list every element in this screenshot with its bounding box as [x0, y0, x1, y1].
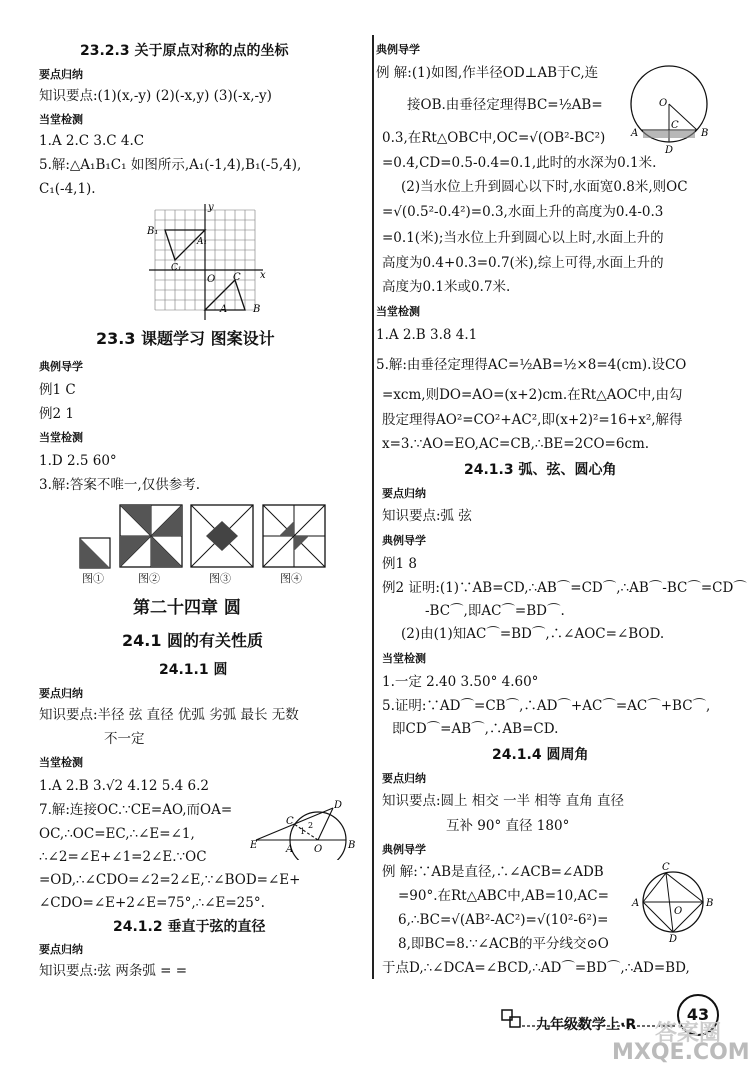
- watermark-logo: 答案圈: [655, 1021, 722, 1046]
- answer-line: 1.一定 2.40 3.50° 4.60°: [382, 674, 539, 690]
- origin-label: O: [207, 274, 216, 285]
- example-answer: 例1 8: [382, 556, 417, 572]
- solution-line: 7.解:连接OC.∵CE=AO,而OA=: [39, 802, 233, 818]
- figure-label: 图④: [280, 572, 302, 585]
- point-label-b: B: [253, 304, 261, 315]
- chapter-title: 第二十四章 圆: [133, 598, 241, 618]
- point-label-b: B: [706, 898, 714, 909]
- knowledge-line: 知识要点:(1)(x,-y) (2)(-x,y) (3)(-x,-y): [39, 88, 272, 104]
- solution-line: =OD,∴∠CDO=∠2=2∠E,∵∠BOD=∠E+: [39, 872, 301, 888]
- book-title: 九年级数学上·R: [536, 1017, 637, 1033]
- point-label-o: O: [674, 906, 683, 917]
- point-label-a: A: [632, 898, 640, 909]
- pattern-figure-3: [191, 505, 253, 567]
- knowledge-line: 互补 90° 直径 180°: [446, 818, 570, 834]
- section-title-24-1-2: 24.1.2 垂直于弦的直径: [113, 919, 266, 935]
- solution-line: 股定理得AO²=CO²+AC²,即(x+2)²=16+x²,解得: [382, 412, 683, 428]
- solution-line: 5.解:由垂径定理得AC=½AB=½×8=4(cm).设CO: [376, 357, 687, 373]
- answer-line: 1.A 2.B 3.8 4.1: [376, 327, 478, 343]
- solution-line: 于点D,∴∠DCA=∠BCD,∴AD⌒=BD⌒,∴AD=BD,: [382, 960, 690, 976]
- example-guide-label: 典例导学: [376, 43, 420, 56]
- answer-line: 1.D 2.5 60°: [39, 453, 117, 469]
- knowledge-line: 知识要点:半径 弦 直径 优弧 劣弧 最长 无数: [39, 707, 299, 723]
- solution-line: (2)当水位上升到圆心以下时,水面宽0.8米,则OC: [401, 179, 688, 195]
- pattern-figure-1: [80, 538, 110, 568]
- point-label-d: D: [665, 145, 674, 156]
- solution-line: 0.3,在Rt△OBC中,OC=√(OB²-BC²): [382, 130, 606, 146]
- watermark-url: MXQE.COM: [612, 1040, 750, 1065]
- knowledge-line: 知识要点:弧 弦: [382, 508, 472, 524]
- circle-figure-inscribed: [628, 858, 718, 942]
- example-answer: 例1 C: [39, 382, 76, 398]
- point-label-a: A: [286, 844, 294, 855]
- in-class-check-label: 当堂检测: [376, 305, 420, 318]
- answer-line: 1.A 2.B 3.√2 4.12 5.4 6.2: [39, 778, 209, 794]
- point-label-a: A: [631, 128, 639, 139]
- page-number: 43: [677, 994, 719, 1036]
- figure-label: 图②: [138, 572, 160, 585]
- in-class-check-label: 当堂检测: [382, 652, 426, 665]
- point-label-a1: A₁: [197, 237, 208, 247]
- point-label-c: C: [286, 816, 294, 827]
- solution-line: ∴∠2=∠E+∠1=2∠E.∵OC: [39, 849, 207, 865]
- solution-line: 6,∴BC=√(AB²-AC²)=√(10²-6²)=: [398, 912, 609, 928]
- solution-line: =90°.在Rt△ABC中,AB=10,AC=: [398, 888, 609, 904]
- point-label-b: B: [701, 128, 709, 139]
- section-title-24-1: 24.1 圆的有关性质: [122, 631, 264, 650]
- proof-line: 5.证明:∵AD⌒=CB⌒,∴AD⌒+AC⌒=AC⌒+BC⌒,: [382, 698, 711, 714]
- solution-line: 3.解:答案不唯一,仅供参考.: [39, 477, 201, 493]
- proof-line: 例2 证明:(1)∵AB=CD,∴AB⌒=CD⌒,∴AB⌒-BC⌒=CD⌒: [382, 580, 747, 596]
- answer-line: 1.A 2.C 3.C 4.C: [39, 133, 145, 149]
- point-label-o: O: [659, 98, 668, 109]
- proof-line: (2)由(1)知AC⌒=BD⌒,∴∠AOC=∠BOD.: [401, 626, 665, 642]
- axis-label-x: x: [260, 270, 266, 281]
- figure-label: 图①: [82, 572, 104, 585]
- solution-line: =0.1(米);当水位上升到圆心以上时,水面上升的: [382, 230, 664, 246]
- key-points-label: 要点归纳: [382, 487, 426, 500]
- solution-line: x=3.∵AO=EO,AC=CB,∴BE=2CO=6cm.: [382, 436, 650, 452]
- in-class-check-label: 当堂检测: [39, 756, 83, 769]
- point-label-d: D: [334, 800, 343, 811]
- example-answer: 例2 1: [39, 406, 74, 422]
- point-label-d: D: [669, 934, 678, 942]
- coordinate-grid-figure: [145, 200, 275, 322]
- figure-label: 图③: [209, 572, 231, 585]
- in-class-check-label: 当堂检测: [39, 113, 83, 126]
- circle-figure-problem7: [250, 800, 368, 860]
- key-points-label: 要点归纳: [39, 943, 83, 956]
- solution-line: OC,∴OC=EC,∴∠E=∠1,: [39, 826, 195, 842]
- point-label-c: C: [233, 272, 241, 283]
- point-label-a: A: [220, 304, 228, 315]
- solution-line: 例 解:(1)如图,作半径OD⊥AB于C,连: [376, 65, 599, 81]
- section-title-24-1-3: 24.1.3 弧、弦、圆心角: [464, 462, 617, 478]
- example-guide-label: 典例导学: [39, 360, 83, 373]
- solution-line: =0.4,CD=0.5-0.4=0.1,此时的水深为0.1米.: [382, 155, 657, 171]
- point-label-b1: B₁: [147, 226, 159, 237]
- knowledge-line: 知识要点:弦 两条弧 = =: [39, 963, 188, 979]
- knowledge-line: 知识要点:圆上 相交 一半 相等 直角 直径: [382, 793, 625, 809]
- point-label-o: O: [314, 844, 323, 855]
- proof-line: 即CD⌒=AB⌒,∴AB=CD.: [392, 721, 559, 737]
- point-label-c1: C₁: [171, 263, 182, 273]
- in-class-check-label: 当堂检测: [39, 431, 83, 444]
- circle-figure-water: [621, 60, 717, 156]
- solution-line: =√(0.5²-0.4²)=0.3,水面上升的高度为0.4-0.3: [382, 204, 664, 220]
- knowledge-line: 不一定: [104, 731, 145, 747]
- key-points-label: 要点归纳: [39, 687, 83, 700]
- section-title-23-3: 23.3 课题学习 图案设计: [96, 329, 275, 348]
- section-title-24-1-4: 24.1.4 圆周角: [492, 747, 589, 763]
- point-label-c: C: [662, 862, 670, 873]
- point-label-e: E: [250, 840, 258, 851]
- pattern-figures: [75, 500, 335, 580]
- point-label-b: B: [348, 840, 356, 851]
- solution-line: 例 解:∵AB是直径,∴∠ACB=∠ADB: [382, 864, 604, 880]
- solution-line: =xcm,则DO=AO=(x+2)cm.在Rt△AOC中,由勾: [382, 387, 683, 403]
- example-guide-label: 典例导学: [382, 843, 426, 856]
- pattern-figure-2: [120, 505, 182, 567]
- solution-line: 接OB.由垂径定理得BC=½AB=: [407, 97, 603, 113]
- column-divider: [372, 35, 374, 979]
- pattern-figure-4: [263, 505, 325, 567]
- solution-line: C₁(-4,1).: [39, 181, 96, 197]
- solution-line: 高度为0.1米或0.7米.: [382, 279, 511, 295]
- example-guide-label: 典例导学: [382, 534, 426, 547]
- solution-line: 高度为0.4+0.3=0.7(米),综上可得,水面上升的: [382, 255, 664, 271]
- solution-line: 5.解:△A₁B₁C₁ 如图所示,A₁(-1,4),B₁(-5,4),: [39, 157, 302, 173]
- point-label-c: C: [671, 120, 679, 131]
- proof-line: -BC⌒,即AC⌒=BD⌒.: [425, 603, 565, 619]
- key-points-label: 要点归纳: [39, 68, 83, 81]
- section-title-24-1-1: 24.1.1 圆: [159, 662, 228, 678]
- solution-line: 8,即BC=8.∵∠ACB的平分线交⊙O: [398, 936, 609, 952]
- key-points-label: 要点归纳: [382, 772, 426, 785]
- angle-label-2: 2: [308, 821, 314, 830]
- axis-label-y: y: [208, 202, 214, 213]
- section-title-23-2-3: 23.2.3 关于原点对称的点的坐标: [80, 43, 289, 59]
- solution-line: ∠CDO=∠E+2∠E=75°,∴∠E=25°.: [39, 895, 265, 911]
- angle-label-1: 1: [300, 827, 306, 836]
